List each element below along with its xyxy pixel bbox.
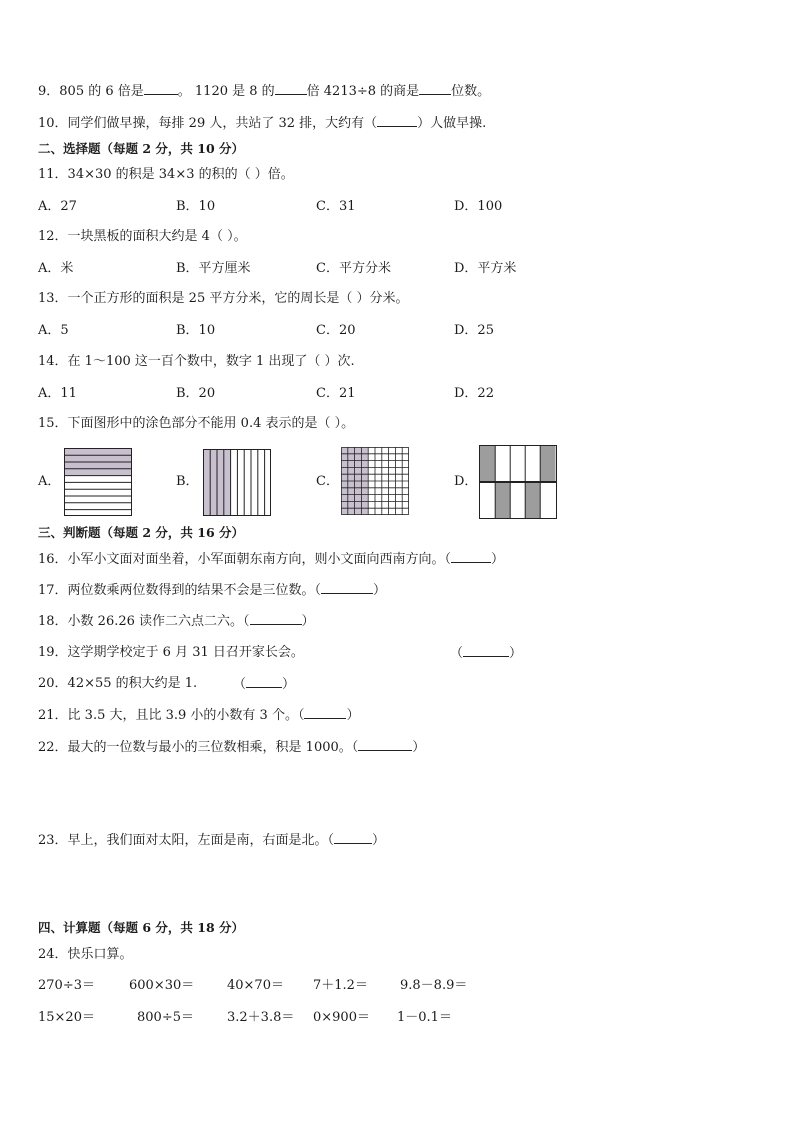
q20-answer	[233, 675, 295, 694]
q19-text: 19．这学期学校定于 6 月 31 日召开家长会。	[38, 645, 304, 660]
q15-label-a[interactable]: A．	[38, 474, 61, 489]
question-11-stem: 11．34×30 的积是 34×3 的积的（ ）倍。	[38, 167, 294, 182]
q21-text: 21．比 3.5 大，且比 3.9 小的小数有 3 个。（	[38, 708, 305, 723]
q17-blank[interactable]	[321, 581, 373, 594]
calc-item[interactable]: 15×20＝	[38, 1010, 95, 1025]
calc-item[interactable]: 7＋1.2＝	[313, 978, 368, 993]
question-20	[38, 675, 197, 693]
q21-close: ）	[346, 708, 360, 723]
question-23	[38, 831, 385, 850]
q13-option-b[interactable]: B．10	[176, 323, 216, 338]
q23-close: ）	[372, 833, 386, 848]
section-4-heading: 四、计算题（每题 6 分，共 18 分）	[38, 920, 245, 935]
calc-item[interactable]: 1－0.1＝	[397, 1010, 452, 1025]
q11-option-d[interactable]: D．100	[454, 199, 503, 214]
q14-option-c[interactable]: C．21	[316, 386, 356, 401]
q14-option-a[interactable]: A．11	[38, 386, 77, 401]
q23-blank[interactable]	[334, 831, 372, 844]
q15-label-c[interactable]: C．	[316, 474, 339, 489]
q22-blank[interactable]	[358, 738, 412, 751]
q9-part2: 。 1120 是 8 的	[177, 84, 275, 99]
q19-close: ）	[509, 646, 523, 661]
q21-blank[interactable]	[304, 706, 346, 719]
q18-text: 18．小数 26.26 读作二六点二六。（	[38, 614, 250, 629]
q9-blank-3[interactable]	[419, 82, 451, 95]
q13-option-c[interactable]: C．20	[316, 323, 356, 338]
q19-answer	[450, 644, 522, 663]
calc-item[interactable]: 600×30＝	[129, 978, 195, 993]
q22-text: 22．最大的一位数与最小的三位数相乘，积是 1000。（	[38, 740, 359, 755]
q11-option-c[interactable]: C．31	[316, 199, 356, 214]
calc-item[interactable]: 800÷5＝	[137, 1010, 194, 1025]
q9-part4: 位数。	[451, 84, 491, 99]
q14-option-d[interactable]: D．22	[454, 386, 494, 401]
q9-part1: 9．805 的 6 倍是	[38, 84, 144, 99]
q16-blank[interactable]	[451, 550, 491, 563]
q9-part3: 倍 4213÷8 的商是	[306, 84, 420, 99]
q23-text: 23．早上，我们面对太阳，左面是南，右面是北。（	[38, 833, 335, 848]
q17-text: 17．两位数乘两位数得到的结果不会是三位数。（	[38, 583, 322, 598]
q12-option-a[interactable]: A．米	[38, 261, 74, 276]
q19-blank[interactable]	[463, 644, 509, 657]
question-17	[38, 581, 386, 600]
q19-open: （	[450, 646, 464, 661]
question-12-stem: 12．一块黑板的面积大约是 4（ ）。	[38, 229, 247, 244]
calc-item[interactable]: 40×70＝	[227, 978, 284, 993]
question-21	[38, 706, 359, 725]
question-10	[38, 114, 486, 133]
q9-blank-1[interactable]	[144, 82, 178, 95]
q16-text: 16．小军小文面对面坐着，小军面朝东南方向，则小文面向西南方向。（	[38, 552, 452, 567]
q13-option-d[interactable]: D．25	[454, 323, 494, 338]
q15-label-d[interactable]: D．	[454, 474, 478, 489]
calc-item[interactable]: 270÷3＝	[38, 978, 95, 993]
q11-option-b[interactable]: B．10	[176, 199, 216, 214]
section-3-heading: 三、判断题（每题 2 分，共 16 分）	[38, 525, 245, 540]
q16-close: ）	[491, 552, 505, 567]
q17-close: ）	[373, 583, 387, 598]
question-13-stem: 13．一个正方形的面积是 25 平方分米，它的周长是（ ）分米。	[38, 291, 409, 306]
q10-part1: 10．同学们做早操，每排 29 人，共站了 32 排，大约有（	[38, 116, 378, 131]
q11-option-a[interactable]: A．27	[38, 199, 77, 214]
question-16	[38, 550, 504, 569]
question-19	[38, 644, 304, 662]
question-22	[38, 738, 425, 757]
question-15-stem: 15．下面图形中的涂色部分不能用 0.4 表示的是（ ）。	[38, 416, 355, 431]
q20-blank[interactable]	[246, 675, 282, 688]
q14-option-b[interactable]: B．20	[176, 386, 216, 401]
q20-text: 20．42×55 的积大约是 1.	[38, 676, 198, 691]
calc-item[interactable]: 9.8－8.9＝	[400, 978, 468, 993]
q18-close: ）	[301, 614, 315, 629]
question-14-stem: 14．在 1～100 这一百个数中，数字 1 出现了（ ）次.	[38, 354, 355, 369]
q12-option-b[interactable]: B．平方厘米	[176, 261, 251, 276]
question-9	[38, 82, 490, 101]
question-18	[38, 612, 315, 631]
q12-option-c[interactable]: C．平方分米	[316, 261, 391, 276]
q10-part2: ）人做早操.	[417, 116, 487, 131]
q15-figure-c[interactable]	[341, 447, 409, 515]
q9-blank-2[interactable]	[275, 82, 307, 95]
calc-item[interactable]: 3.2＋3.8＝	[227, 1010, 295, 1025]
section-2-heading: 二、选择题（每题 2 分，共 10 分）	[38, 141, 245, 156]
q13-option-a[interactable]: A．5	[38, 323, 69, 338]
q15-figure-d[interactable]	[479, 445, 557, 519]
q20-close: ）	[282, 677, 296, 692]
q12-option-d[interactable]: D．平方米	[454, 261, 517, 276]
q15-figure-a[interactable]	[64, 448, 132, 516]
q22-close: ）	[412, 740, 426, 755]
calc-item[interactable]: 0×900＝	[313, 1010, 370, 1025]
q10-blank[interactable]	[377, 114, 417, 127]
q15-figure-b[interactable]	[203, 449, 271, 516]
question-24-stem: 24．快乐口算。	[38, 947, 133, 962]
q20-open: （	[233, 677, 247, 692]
q18-blank[interactable]	[250, 612, 302, 625]
q15-label-b[interactable]: B．	[176, 474, 199, 489]
